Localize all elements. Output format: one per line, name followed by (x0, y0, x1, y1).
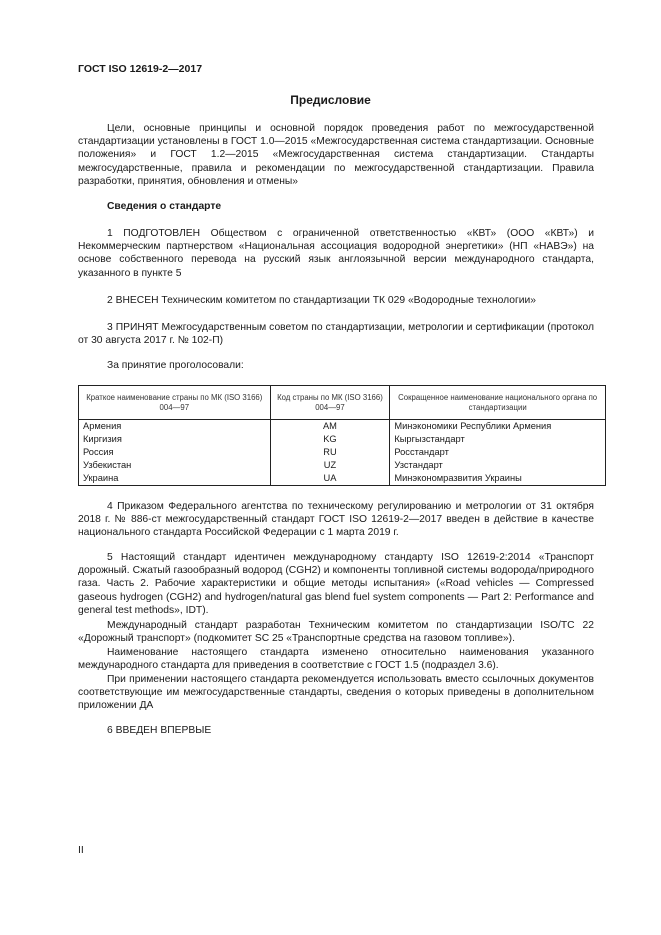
cell-country: Украина (79, 472, 271, 486)
item-6: 6 ВВЕДЕН ВПЕРВЫЕ (107, 725, 212, 736)
cell-country: Киргизия (79, 433, 271, 446)
intro-paragraph: Цели, основные принципы и основной порядок проведения работ по межгосударственной стандартизации установлены в ГОСТ 1.0—2015 «Межгосударственная система стандартизации. Основные положения» и ГОСТ 1.2—2015 «Межгосударственная система стандартизации. Стандарты межгосударственные, правила и рекомендации по межгосударственной стандартизации. Правила разработки, принятия, обновления и отмены» (78, 123, 594, 187)
page-number: II (78, 844, 84, 856)
cell-code: UZ (270, 459, 390, 472)
section-heading: Сведения о стандарте (107, 201, 222, 212)
document-header: ГОСТ ISO 12619-2—2017 (78, 63, 203, 75)
column-header-country: Краткое наименование страны по МК (ISO 3166) 004—97 (79, 386, 271, 420)
cell-body: Минэкономразвития Украины (390, 472, 606, 486)
item-4: 4 Приказом Федерального агентства по техническому регулированию и метрологии от 31 октября 2018 г. № 886-ст межгосударственный стандарт ГОСТ ISO 12619-2—2017 введен в действие в качестве национального стандарта Российской Федерации с 1 марта 2019 г. (78, 501, 594, 539)
cell-body: Узстандарт (390, 459, 606, 472)
column-header-body: Сокращенное наименование национального органа по стандартизации (390, 386, 606, 420)
table-row (79, 472, 606, 486)
table-row (79, 459, 606, 472)
item-5: 5 Настоящий стандарт идентичен международному стандарту ISO 12619-2:2014 «Транспорт дорожный. Сжатый газообразный водород (CGH2) и компоненты топливной системы водорода/природного газа. Часть 2. Рабочие характеристики и общие методы испытания» («Road vehicles — Compressed gaseous hydrogen (CGH2) and hydrogen/natural gas blend fuel system components — Part 2: Performance and general test methods», IDT). (78, 552, 594, 616)
page-title: Предисловие (290, 93, 371, 107)
column-header-code: Код страны по МК (ISO 3166) 004—97 (270, 386, 390, 420)
item-2: 2 ВНЕСЕН Техническим комитетом по стандартизации ТК 029 «Водородные технологии» (107, 295, 536, 306)
table-row (79, 446, 606, 459)
table-row (79, 433, 606, 446)
cell-body: Минэкономики Республики Армения (390, 420, 606, 434)
cell-code: KG (270, 433, 390, 446)
table-header-row (79, 386, 606, 420)
item-5-paragraph-4: При применении настоящего стандарта рекомендуется использовать вместо ссылочных документов соответствующие им межгосударственные стандарты, сведения о которых приведены в дополнительном приложении ДА (78, 674, 594, 712)
cell-body: Росстандарт (390, 446, 606, 459)
cell-body: Кыргызстандарт (390, 433, 606, 446)
item-3: 3 ПРИНЯТ Межгосударственным советом по стандартизации, метрологии и сертификации (протокол от 30 августа 2017 г. № 102-П) (78, 322, 594, 347)
cell-country: Армения (79, 420, 271, 434)
voting-table (78, 385, 606, 486)
cell-country: Россия (79, 446, 271, 459)
cell-country: Узбекистан (79, 459, 271, 472)
item-5-paragraph-3: Наименование настоящего стандарта изменено относительно наименования указанного международного стандарта для приведения в соответствие с ГОСТ 1.5 (подраздел 3.6). (78, 647, 594, 672)
votes-label: За принятие проголосовали: (107, 360, 244, 371)
item-1: 1 ПОДГОТОВЛЕН Обществом с ограниченной ответственностью «КВТ» (ООО «КВТ») и Некоммерческим партнерством «Национальная ассоциация водородной энергетики» (НП «НАВЭ») на основе собственного перевода на русский язык англоязычной версии международного стандарта, указанного в пункте 5 (78, 228, 594, 279)
cell-code: AM (270, 420, 390, 434)
item-5-paragraph-2: Международный стандарт разработан Техническим комитетом по стандартизации ISO/TC 22 «Дорожный транспорт» (подкомитет SC 25 «Транспортные средства на газовом топливе»). (78, 620, 594, 645)
cell-code: RU (270, 446, 390, 459)
table-row (79, 420, 606, 434)
cell-code: UA (270, 472, 390, 486)
